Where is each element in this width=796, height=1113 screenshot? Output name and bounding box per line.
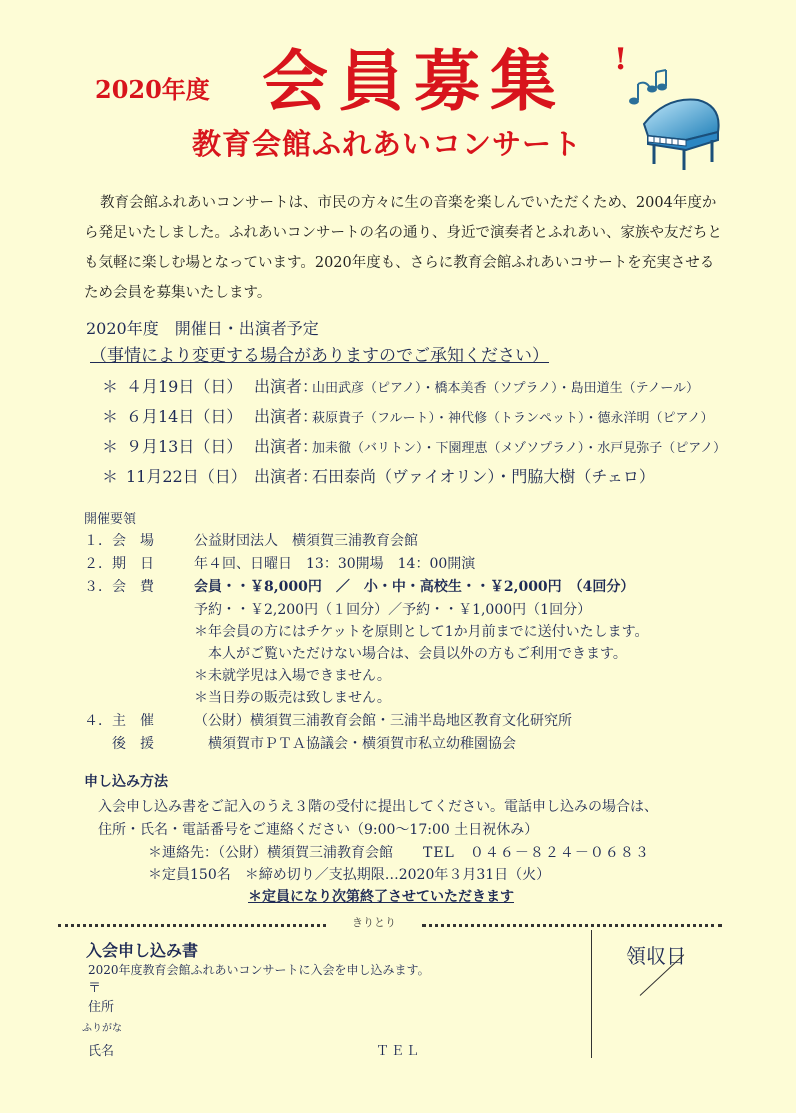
support-row (112, 733, 516, 753)
venue-row (84, 530, 418, 550)
capacity-note: ＊定員150名 ＊締め切り／支払期限…2020年３月31日（火） (148, 867, 551, 883)
address-label: 住所 (88, 1000, 115, 1015)
form-divider (591, 930, 592, 1058)
schedule-row (102, 374, 699, 397)
fee-note: ＊当日券の販売は致しません。 (194, 690, 391, 706)
support-value: 横須賀市ＰＴＡ協議会・横須賀市私立幼稚園協会 (208, 736, 516, 752)
support-label: 後 援 (112, 736, 154, 752)
contact-row (148, 842, 650, 862)
organizer-row (84, 710, 572, 730)
period-label: ２．期 日 (84, 556, 154, 572)
performers: 加耒徹（バリトン）・下園理恵（メゾソプラノ）・水戸見弥子（ピアノ） (312, 441, 727, 456)
schedule-row (102, 434, 726, 457)
application-line: 住所・氏名・電話番号をご連絡ください（9:00～17:00 土日祝休み） (98, 822, 539, 838)
performers-label: 出演者： (254, 407, 319, 426)
postal-mark: 〒 (88, 981, 102, 996)
closing-note: ＊定員になり次第終了させていただきます (248, 889, 514, 905)
asterisk: ＊ (102, 437, 119, 456)
fee-note: ＊年会員の方にはチケットを原則として1か月前までに送付いたします。 (194, 624, 649, 640)
asterisk: ＊ (102, 377, 119, 396)
performers: 石田泰尚（ヴァイオリン）・門脇大樹（チェロ） (312, 467, 655, 486)
furigana-label: ふりがな (82, 1023, 122, 1034)
receipt-date-label: 領収日 (626, 944, 686, 968)
schedule-date: ４月19日（日） (126, 377, 243, 396)
performers: 山田武彦（ピアノ）・橋本美香（ソプラノ）・島田道生（テノール） (312, 381, 700, 396)
organizer-value: （公財）横須賀三浦教育会館・三浦半島地区教育文化研究所 (194, 713, 572, 729)
guidelines-heading: 開催要領 (84, 512, 137, 527)
fee-main: 会員・・￥8,000円 ／ 小・中・高校生・・￥2,000円 （4回分） (194, 579, 635, 595)
concert-subtitle: 教育会館ふれあいコンサート (192, 127, 583, 161)
fee-row (84, 576, 634, 596)
application-heading: 申し込み方法 (84, 774, 168, 790)
performers-label: 出演者： (254, 467, 319, 486)
schedule-row (102, 464, 655, 487)
page-title: 会員募集 (262, 42, 566, 120)
name-label: 氏名 (88, 1044, 115, 1059)
year-label: 2020年度 (95, 75, 210, 104)
performers-label: 出演者： (254, 377, 319, 396)
venue-value: 公益財団法人 横須賀三浦教育会館 (194, 533, 418, 549)
application-line: 入会申し込み書をご記入のうえ３階の受付に提出してください。電話申し込みの場合は、 (98, 799, 658, 815)
form-title: 入会申し込み書 (86, 941, 199, 960)
fee-label: ３．会 費 (84, 579, 154, 595)
organizer-label: ４．主 催 (84, 713, 154, 729)
cut-line-left (58, 924, 326, 927)
venue-label: １．会 場 (84, 533, 154, 549)
schedule-row (102, 404, 713, 427)
contact-tel: TEL ０４６－８２４－０６８３ (423, 845, 650, 861)
form-statement: 2020年度教育会館ふれあいコンサートに入会を申し込みます。 (88, 963, 430, 977)
intro-paragraph (84, 188, 724, 308)
schedule-heading: 2020年度 開催日・出演者予定 (86, 319, 319, 338)
asterisk: ＊ (102, 467, 119, 486)
intro-text: 教育会館ふれあいコンサートは、市民の方々に生の音楽を楽しんでいただくため、2004年度から発足いたしました。ふれあいコンサートの名の通り、身近で演奏者とふれあい、家族や友だちとも気軽に楽しむ場となっています。2020年度も、さらに教育会館ふれあいコサートを充実させるため会員を募集いたします。 (84, 195, 722, 301)
fee-reserve: 予約・・￥2,200円（１回分）／予約・・￥1,000円（1回分） (194, 602, 592, 618)
exclamation-mark: ! (614, 42, 628, 77)
period-value: 年４回、日曜日 13：30開場 14：00開演 (194, 556, 476, 572)
schedule-date: 11月22日（日） (126, 467, 247, 486)
period-row (84, 553, 475, 573)
performers-label: 出演者： (254, 437, 319, 456)
cut-line-right (422, 924, 722, 927)
schedule-note: （事情により変更する場合がありますのでご承知ください） (90, 346, 549, 366)
cut-label: きりとり (352, 916, 396, 929)
piano-icon (626, 66, 726, 176)
schedule-date: ９月13日（日） (126, 437, 243, 456)
contact-value: ＊連絡先：（公財）横須賀三浦教育会館 (148, 845, 393, 861)
performers: 萩原貴子（フルート）・神代修（トランペット）・德永洋明（ピアノ） (312, 411, 714, 426)
asterisk: ＊ (102, 407, 119, 426)
fee-note: 本人がご覧いただけない場合は、会員以外の方もご利用できます。 (194, 646, 627, 662)
fee-note: ＊未就学児は入場できません。 (194, 668, 391, 684)
tel-label: ＴＥＬ (376, 1044, 422, 1059)
schedule-date: ６月14日（日） (126, 407, 243, 426)
